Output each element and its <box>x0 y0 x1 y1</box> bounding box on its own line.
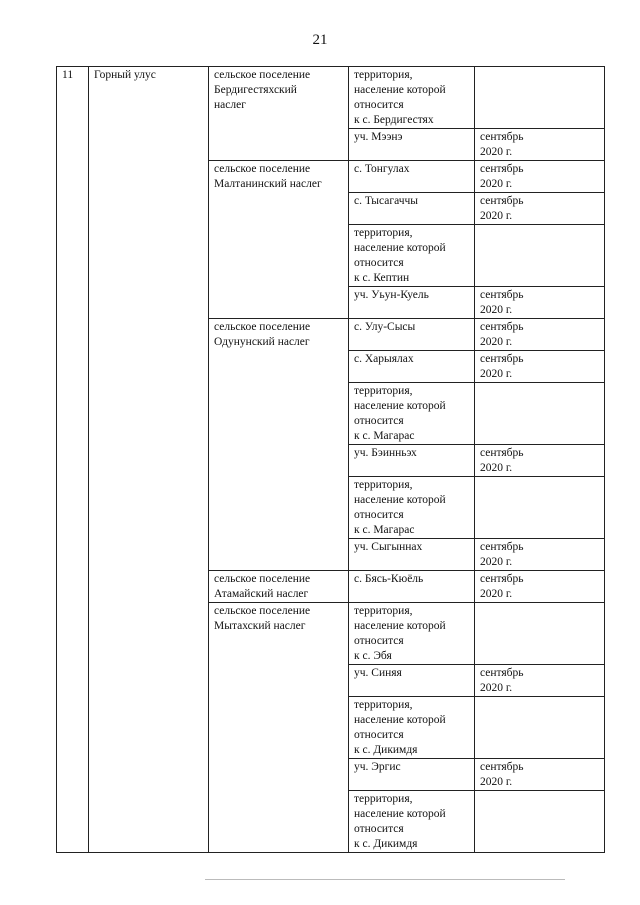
place-cell-line: относится <box>354 257 404 269</box>
place-cell-line: уч. Мээнэ <box>354 131 403 143</box>
date-cell <box>475 697 605 759</box>
place-cell <box>349 665 475 697</box>
place-cell-line: уч. Бэинньэх <box>354 447 417 459</box>
date-cell-line: сентябрь <box>480 447 524 459</box>
settlement-name-cell <box>209 319 349 571</box>
place-cell <box>349 791 475 853</box>
row-number-cell: 11 <box>57 67 89 853</box>
settlement-name-cell-line: сельское поселение <box>214 163 311 175</box>
place-cell <box>349 287 475 319</box>
place-cell <box>349 697 475 759</box>
place-cell-line: с. Бясь-Кюёль <box>354 573 424 585</box>
settlement-name-cell-line: Одунунский наслег <box>214 336 310 348</box>
date-cell-line: сентябрь <box>480 163 524 175</box>
place-cell-line: население которой <box>354 494 446 506</box>
place-cell-line: территория, <box>354 479 413 491</box>
date-cell-line: 2020 г. <box>480 368 513 380</box>
place-cell <box>349 319 475 351</box>
date-cell-line: сентябрь <box>480 761 524 773</box>
settlement-name-cell-line: сельское поселение <box>214 69 311 81</box>
date-cell-line: 2020 г. <box>480 178 513 190</box>
place-cell-line: уч. Уьун-Куель <box>354 289 429 301</box>
date-cell-line: сентябрь <box>480 289 524 301</box>
table-body <box>57 67 605 853</box>
date-cell <box>475 161 605 193</box>
place-cell <box>349 351 475 383</box>
date-cell-line: сентябрь <box>480 353 524 365</box>
place-cell-line: к с. Эбя <box>354 650 392 662</box>
place-cell-line: территория, <box>354 385 413 397</box>
date-cell-line: сентябрь <box>480 573 524 585</box>
place-cell <box>349 477 475 539</box>
place-cell-line: территория, <box>354 605 413 617</box>
date-cell <box>475 383 605 445</box>
date-cell-line: 2020 г. <box>480 304 513 316</box>
settlement-name-cell-line: наслег <box>214 99 246 111</box>
date-cell <box>475 287 605 319</box>
date-cell <box>475 445 605 477</box>
place-cell <box>349 161 475 193</box>
place-cell-line: к с. Кептин <box>354 272 410 284</box>
place-cell-line: к с. Магарас <box>354 430 415 442</box>
place-cell-line: территория, <box>354 227 413 239</box>
settlement-name-cell <box>209 603 349 853</box>
settlement-name-cell <box>209 67 349 161</box>
date-cell-line: сентябрь <box>480 541 524 553</box>
place-cell-line: относится <box>354 415 404 427</box>
place-cell-line: с. Улу-Сысы <box>354 321 416 333</box>
place-cell-line: относится <box>354 729 404 741</box>
date-cell-line: сентябрь <box>480 195 524 207</box>
place-cell-line: территория, <box>354 699 413 711</box>
place-cell <box>349 571 475 603</box>
date-cell-line: 2020 г. <box>480 462 513 474</box>
place-cell-line: относится <box>354 823 404 835</box>
date-cell-line: 2020 г. <box>480 146 513 158</box>
place-cell-line: население которой <box>354 84 446 96</box>
place-cell <box>349 383 475 445</box>
date-cell-line: 2020 г. <box>480 588 513 600</box>
date-cell-line: 2020 г. <box>480 210 513 222</box>
date-cell-line: 2020 г. <box>480 776 513 788</box>
place-cell-line: население которой <box>354 714 446 726</box>
date-cell-line: сентябрь <box>480 667 524 679</box>
place-cell-line: с. Тысагаччы <box>354 195 419 207</box>
place-cell-line: с. Харыялах <box>354 353 414 365</box>
place-cell <box>349 225 475 287</box>
date-cell <box>475 665 605 697</box>
place-cell-line: население которой <box>354 400 446 412</box>
place-cell-line: относится <box>354 635 404 647</box>
date-cell <box>475 791 605 853</box>
settlement-name-cell-line: сельское поселение <box>214 605 311 617</box>
date-cell-line: сентябрь <box>480 321 524 333</box>
place-cell-line: уч. Синяя <box>354 667 402 679</box>
place-cell-line: относится <box>354 99 404 111</box>
settlement-name-cell-line: Мытахский наслег <box>214 620 306 632</box>
settlement-name-cell-line: Атамайский наслег <box>214 588 309 600</box>
date-cell-line: 2020 г. <box>480 556 513 568</box>
place-cell-line: территория, <box>354 793 413 805</box>
date-cell <box>475 225 605 287</box>
place-cell-line: население которой <box>354 242 446 254</box>
place-cell <box>349 67 475 129</box>
date-cell <box>475 319 605 351</box>
place-cell-line: территория, <box>354 69 413 81</box>
date-cell-line: сентябрь <box>480 131 524 143</box>
settlement-name-cell-line: сельское поселение <box>214 321 311 333</box>
place-cell-line: уч. Сыгыннах <box>354 541 423 553</box>
settlement-name-cell-line: Малтанинский наслег <box>214 178 322 190</box>
date-cell <box>475 129 605 161</box>
date-cell <box>475 571 605 603</box>
page-bottom-rule <box>205 879 565 880</box>
settlement-name-cell-line: Бердигестяхский <box>214 84 297 96</box>
date-cell <box>475 67 605 129</box>
date-cell <box>475 603 605 665</box>
place-cell-line: к с. Бердигестях <box>354 114 434 126</box>
district-cell: Горный улус <box>89 67 209 853</box>
place-cell-line: к с. Дикимдя <box>354 744 418 756</box>
date-cell <box>475 539 605 571</box>
place-cell-line: уч. Эргис <box>354 761 401 773</box>
place-cell-line: к с. Магарас <box>354 524 415 536</box>
place-cell <box>349 129 475 161</box>
place-cell-line: население которой <box>354 808 446 820</box>
place-cell-line: относится <box>354 509 404 521</box>
settlement-name-cell <box>209 161 349 319</box>
settlement-name-cell <box>209 571 349 603</box>
table-row <box>57 67 605 129</box>
place-cell <box>349 445 475 477</box>
date-cell <box>475 193 605 225</box>
place-cell <box>349 759 475 791</box>
settlement-name-cell-line: сельское поселение <box>214 573 311 585</box>
date-cell <box>475 759 605 791</box>
date-cell-line: 2020 г. <box>480 336 513 348</box>
page-number: 21 <box>312 32 328 48</box>
place-cell-line: к с. Дикимдя <box>354 838 418 850</box>
place-cell-line: с. Тонгулах <box>354 163 410 175</box>
place-cell <box>349 193 475 225</box>
settlement-table <box>56 66 605 853</box>
place-cell-line: население которой <box>354 620 446 632</box>
date-cell-line: 2020 г. <box>480 682 513 694</box>
date-cell <box>475 351 605 383</box>
date-cell <box>475 477 605 539</box>
place-cell <box>349 539 475 571</box>
place-cell <box>349 603 475 665</box>
